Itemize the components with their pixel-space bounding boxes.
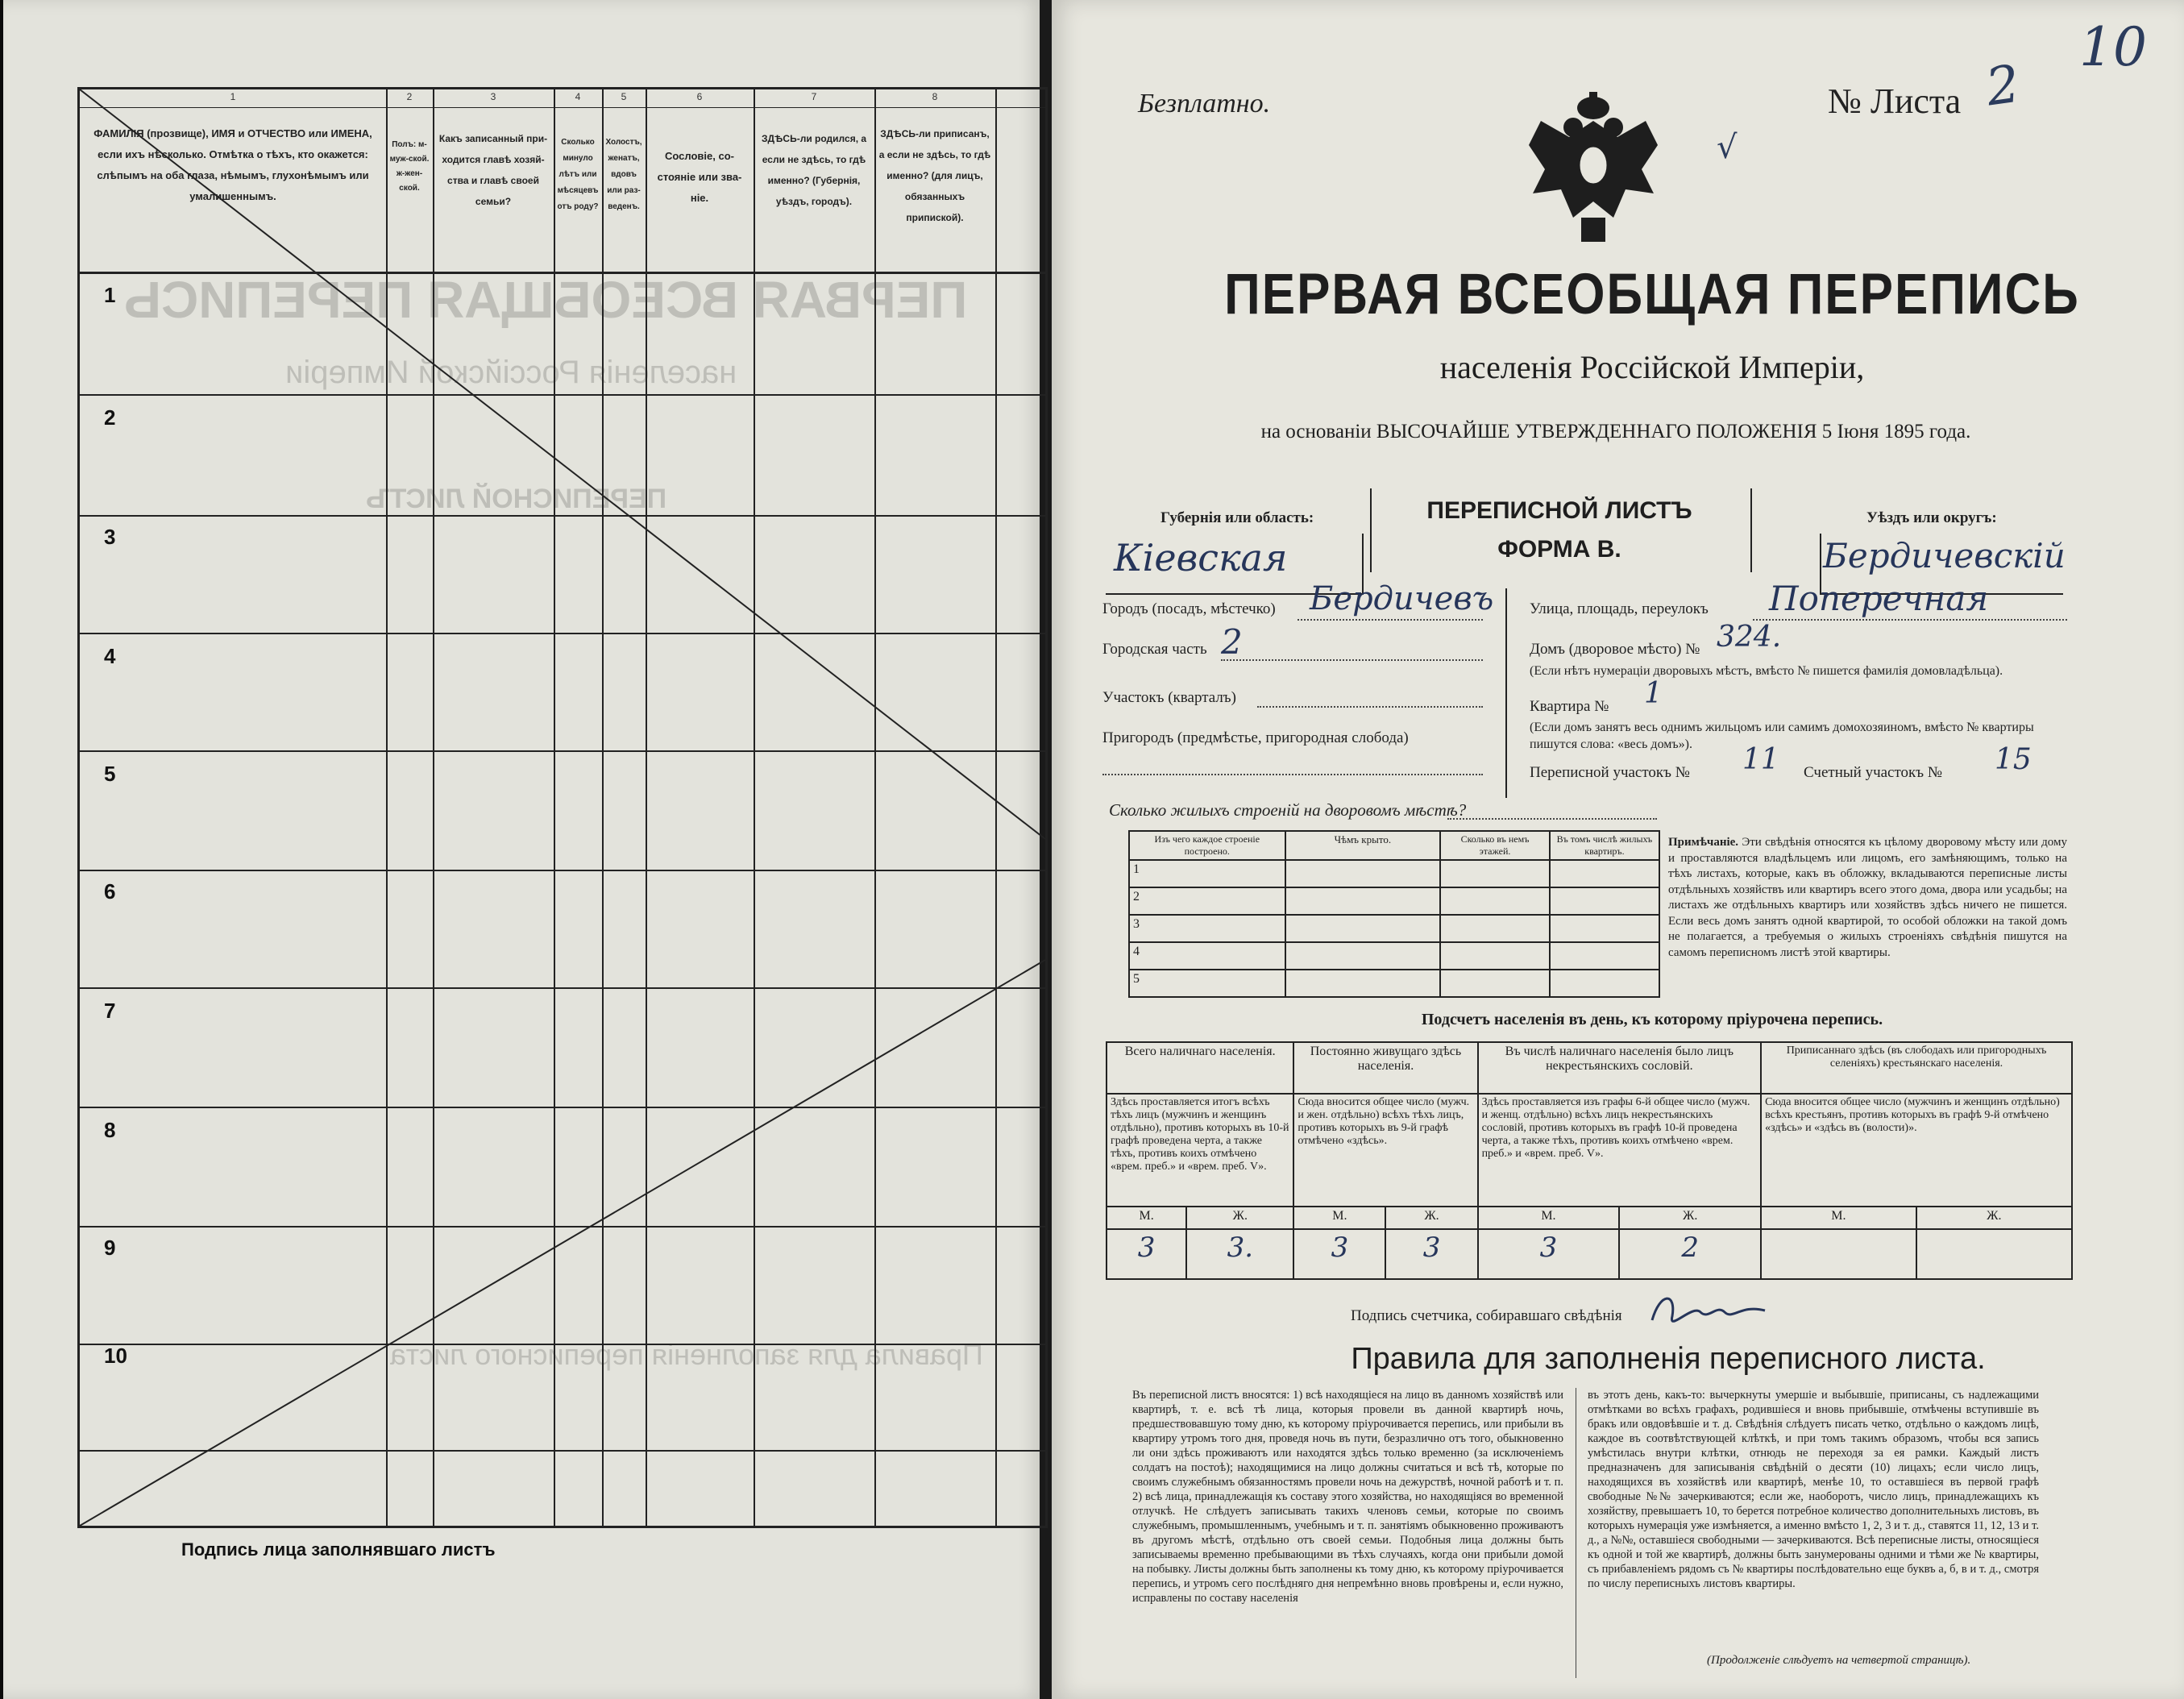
- count-area-value: 15: [1995, 743, 2032, 776]
- sex-label-m: М.: [1761, 1207, 1916, 1229]
- sex-label-m: М.: [1107, 1207, 1186, 1229]
- check-mark-icon: √: [1717, 129, 1738, 166]
- buildings-header-floors: Сколько въ немъ этажей.: [1440, 831, 1550, 860]
- rules-left-column: Въ переписной листъ вносятся: 1) всѣ находящіеся на лицо въ данномъ хозяйствѣ или квартирѣ, т. е. всѣ тѣ лица, которыя провели въ данной квартирѣ ночь, предшествовавшую тому дню, къ которому пріурочивается перепись, или прибыли въ квартиру утромъ того дня, проведя ночь въ пути, безразлично отъ того, обыкновенно ли они здѣсь проживаютъ или находятся здѣсь только временно (за исключеніемъ солдатъ на постоѣ); находящимися на лицо должны считаться и всѣ тѣ, которые по своимъ служебнымъ обязанностямъ провели ночь на дежурствѣ, ночной работѣ и т. п. 2) всѣ лица, принадлежащія къ составу этого хозяйства, но находящіяся во временной отлучкѣ. Не слѣдуетъ записывать такихъ членовъ семьи, которые по своимъ служебнымъ, промышленнымъ, учебнымъ и т. п. занятіямъ обыкновенно проживаютъ въ другомъ мѣстѣ, отдѣльно отъ своей семьи. Подобныя лица должны быть записываемы временно пребывающими въ тѣхъ случаяхъ, когда они прибыли домой на побывку. Листы должны быть заполнены къ тому дню, къ которому пріурочивается перепись, и утромъ сего послѣдняго дня непремѣнно вновь провѣрены и, если нужно, исправлены по составу населенія: [1132, 1389, 1563, 1605]
- count-note-nonpeasant: Здѣсь проставляется изъ графы 6-й общее число (мужч. и женщ. отдѣльно) всѣхъ лицъ некрестьянскихъ сословій, противъ которыхъ въ графѣ 10-й проведена черта, а также тѣхъ, противъ коихъ отмѣчено «врем. преб.» и «врем. преб. V».: [1478, 1094, 1762, 1207]
- buildings-header-roof: Чѣмъ крыто.: [1285, 831, 1441, 860]
- counter-signature-label: Подпись счетчика, собиравшаго свѣдѣнія: [1351, 1307, 1622, 1324]
- left-signature-label: Подпись лица заполнявшаго листъ: [181, 1539, 496, 1560]
- uchastok-label: Участокъ (кварталъ): [1102, 689, 1236, 706]
- count-total-male: 3: [1107, 1229, 1186, 1279]
- count-title: Подсчетъ населенія въ день, къ которому пріурочена перепись.: [1421, 1011, 1883, 1028]
- count-table: [1106, 1041, 2073, 1280]
- uezd-label: Уѣздъ или округъ:: [1866, 509, 1997, 526]
- table-cell: [1550, 887, 1659, 915]
- count-header-peasant: Приписаннаго здѣсь (въ слободахъ или пригородныхъ селеніяхъ) крестьянскаго населенія.: [1761, 1042, 2072, 1094]
- continued-note: (Продолженіе слѣдуетъ на четвертой страницѣ).: [1707, 1654, 1971, 1667]
- col-number-3: 3: [490, 91, 496, 102]
- show-through-form: ПЕРЕПИСНОЙ ЛИСТЪ: [366, 484, 667, 514]
- sex-label-f: Ж.: [1186, 1207, 1293, 1229]
- buildings-row-1: 1: [1129, 860, 1285, 887]
- buildings-header-apartments: Въ томъ числѣ жилыхъ квартиръ.: [1550, 831, 1659, 860]
- col-number-7: 7: [811, 91, 817, 102]
- sheet-number-value: 2: [1983, 54, 2024, 118]
- form-title: [1370, 492, 1749, 569]
- count-nonpeasant-female: 2: [1619, 1229, 1761, 1279]
- buildings-line: [1447, 818, 1657, 820]
- header-registered: ЗДѢСЬ-ли приписанъ, а если не здѣсь, то гдѣ именно? (для лицъ, обязанныхъ припиской).: [878, 128, 991, 223]
- buildings-row-4: 4: [1129, 942, 1285, 970]
- col-number-1: 1: [230, 91, 236, 102]
- address-divider: [1505, 588, 1507, 798]
- guberniya-value: Кіевская: [1114, 536, 1288, 579]
- form-title-line-1: ПЕРЕПИСНОЙ ЛИСТЪ: [1426, 497, 1692, 524]
- col-number-5: 5: [621, 91, 627, 102]
- table-cell: [1440, 860, 1550, 887]
- header-marital: Холостъ, женатъ, вдовъ или раз-веденъ.: [605, 138, 642, 211]
- sheet-number-label: № Листа: [1828, 81, 1962, 121]
- street-line: [1753, 619, 2067, 621]
- basis-line: на основаніи ВЫСОЧАЙШЕ УТВЕРЖДЕННАГО ПОЛОЖЕНІЯ 5 Іюня 1895 года.: [1260, 421, 1971, 442]
- table-cell: [1440, 970, 1550, 997]
- table-cell: [1550, 915, 1659, 942]
- city-part-line: [1221, 659, 1483, 661]
- row-number-7: 7: [104, 999, 116, 1023]
- sex-label-m: М.: [1293, 1207, 1385, 1229]
- table-cell: [1440, 942, 1550, 970]
- imperial-eagle-icon: [1525, 89, 1662, 250]
- header-estate: Сословіе, со-стояніе или зва-ніе.: [657, 150, 742, 204]
- table-cell: [1285, 970, 1441, 997]
- count-note-total: Здѣсь проставляется итогъ всѣхъ тѣхъ лицъ (мужчинъ и женщинъ отдѣльно), противъ которыхъ въ 10-й графѣ проведена черта, а также тѣхъ, противъ коихъ отмѣчено «врем. преб.» и «врем. преб. V».: [1107, 1094, 1293, 1207]
- page-title: ПЕРВАЯ ВСЕОБЩАЯ ПЕРЕПИСЬ: [1224, 262, 2080, 327]
- show-through-title: ПЕРВАЯ ВСЕОБЩАЯ ПЕРЕПИСЬ: [124, 271, 968, 329]
- uezd-value: Бердичевскій: [1823, 536, 2066, 575]
- buildings-table: [1128, 830, 1660, 998]
- col-number-8: 8: [932, 91, 938, 102]
- house-note: (Если нѣтъ нумераціи дворовыхъ мѣстъ, вмѣсто № пишется фамилія домовладѣльца).: [1530, 664, 2003, 678]
- row-number-3: 3: [104, 525, 116, 549]
- row-number-1: 1: [104, 283, 116, 307]
- rules-right-column: въ этотъ день, какъ-то: вычеркнуты умершіе и выбывшіе, приписаны, съ надлежащими отмѣтками во всѣхъ графахъ, родившіеся и вновь прибывшіе, отмѣчены вступившіе въ бракъ или овдовѣвшіе и т. д. Свѣдѣнія слѣдуетъ писать четко, отдѣльно о каждомъ лицѣ, каждое въ соотвѣтствующей клѣткѣ, и при томъ такимъ образомъ, чтобы вся запись умѣстилась внутри клѣтки, отнюдь не переходя за ея рамки. Каждый листъ предназначенъ для записыванія свѣдѣній о десяти (10) лицахъ; если число лицъ, находящихся въ хозяйствѣ или квартирѣ, менѣе 10, то оставшіеся въ первой графѣ свободные №№ зачеркиваются; если же, наоборотъ, число лицъ, принадлежащихъ къ хозяйству, превышаетъ 10, то берется потребное количество дополнительныхъ листовъ, въ которыхъ нумерація уже измѣняется, а именно вмѣсто 1, 2, 3 и т. д., ставятся 11, 12, 13 и т. д., а №№, оставшіеся свободными — зачеркиваются. Всѣ переписные листы, относящіеся къ одной и той же квартирѣ, должны быть занумерованы одними и тѣми же № квартиры, съ прибавленіемъ рядомъ съ № квартиры послѣдовательно еще буквъ а, б, в и т. д., смотря по числу переписныхъ листовъ квартиры.: [1588, 1389, 2039, 1590]
- count-permanent-female: 3: [1385, 1229, 1477, 1279]
- header-relation: Какъ записанный при-ходится главѣ хозяй-ства и главѣ своей семьи?: [438, 133, 548, 207]
- count-note-peasant: Сюда вносится общее число (мужчинъ и женщинъ отдѣльно) всѣхъ крестьянъ, противъ которыхъ въ графѣ 9-й отмѣчено «здѣсь» и «здѣсь въ (волости)».: [1761, 1094, 2072, 1207]
- count-header-nonpeasant: Въ числѣ наличнаго населенія было лицъ некрестьянскихъ сословій.: [1478, 1042, 1762, 1094]
- prigorod-label: Пригородъ (предмѣстье, пригородная слобода): [1102, 729, 1409, 746]
- count-header-total: Всего наличнаго населенія.: [1107, 1042, 1293, 1094]
- city-part-value: 2: [1221, 622, 1243, 662]
- col-number-2: 2: [406, 91, 413, 102]
- sex-label-f: Ж.: [1619, 1207, 1761, 1229]
- table-cell: [1550, 942, 1659, 970]
- counter-signature: [1644, 1288, 1773, 1336]
- note-text: Эти свѣдѣнія относятся къ цѣлому дворовому мѣсту или дому и проставляются владѣльцемъ или лицомъ, его замѣняющимъ, только на тѣхъ листахъ, которые, какъ въ обложку, вкладываются переписные листы отдѣльныхъ хозяйствъ или квартиръ всего этого дома, двора или усадьбы; на листахъ же отдѣльныхъ квартиръ или хозяйствъ здѣсь ничего не пишется. Если весь домъ занятъ одной квартирой, то особой обложки на такой домъ не полагается, а требуемыя о жилыхъ строеніяхъ свѣдѣнія пишутся на самомъ переписномъ листѣ этой квартиры.: [1668, 836, 2067, 959]
- row-number-8: 8: [104, 1118, 116, 1142]
- buildings-question: Сколько жилыхъ строеній на дворовомъ мѣстѣ?: [1109, 800, 1467, 820]
- sex-label-f: Ж.: [1385, 1207, 1477, 1229]
- street-value: Поперечная: [1769, 579, 1989, 618]
- count-nonpeasant-male: 3: [1478, 1229, 1620, 1279]
- buildings-header-material: Изъ чего каждое строеніе построено.: [1129, 831, 1285, 860]
- table-cell: [1285, 860, 1441, 887]
- count-total-female: 3.: [1186, 1229, 1293, 1279]
- header-birthplace: ЗДѢСЬ-ли родился, а если не здѣсь, то гдѣ именно? (Губернія, уѣздъ, городъ).: [761, 133, 867, 207]
- guberniya-label: Губернія или область:: [1161, 509, 1314, 526]
- page-subtitle: населенія Россійской Имперіи,: [1439, 349, 1865, 385]
- form-title-line-2: ФОРМА В.: [1497, 536, 1621, 563]
- table-cell: [1440, 887, 1550, 915]
- row-number-10: 10: [104, 1344, 127, 1368]
- col-number-4: 4: [575, 91, 581, 102]
- free-label: Безплатно.: [1138, 89, 1271, 118]
- house-label: Домъ (дворовое мѣсто) №: [1530, 641, 1700, 658]
- city-part-label: Городская часть: [1102, 641, 1207, 658]
- row-number-6: 6: [104, 879, 116, 904]
- city-line: [1298, 619, 1483, 621]
- row-number-5: 5: [104, 762, 116, 786]
- city-label: Городъ (посадъ, мѣстечко): [1102, 600, 1276, 617]
- table-cell: [1285, 915, 1441, 942]
- row-number-9: 9: [104, 1236, 116, 1260]
- table-cell: [1285, 887, 1441, 915]
- census-grid: [77, 87, 1048, 1528]
- apt-label: Квартира №: [1530, 698, 1609, 715]
- row-number-4: 4: [104, 644, 116, 668]
- rules-title: Правила для заполненія переписного листа.: [1351, 1342, 1986, 1376]
- count-header-permanent: Постоянно живущаго здѣсь населенія.: [1293, 1042, 1477, 1094]
- house-value: 324.: [1717, 621, 1782, 654]
- count-note-permanent: Сюда вносится общее число (мужч. и жен. отдѣльно) всѣхъ тѣхъ лицъ, противъ которыхъ въ 9-й графѣ отмѣчено «здѣсь».: [1293, 1094, 1477, 1207]
- header-age: Сколько минуло лѣтъ или мѣсяцевъ отъ роду?: [557, 138, 599, 211]
- count-area-label: Счетный участокъ №: [1804, 764, 1942, 781]
- uchastok-line: [1257, 706, 1483, 708]
- count-peasant-female: [1916, 1229, 2072, 1279]
- note-block: [1668, 835, 2067, 961]
- row-number-2: 2: [104, 405, 116, 430]
- city-value: Бердичевъ: [1310, 580, 1494, 617]
- prigorod-line: [1102, 774, 1483, 775]
- count-peasant-male: [1761, 1229, 1916, 1279]
- buildings-row-3: 3: [1129, 915, 1285, 942]
- note-title: Примѣчаніе.: [1668, 836, 1739, 849]
- sex-label-m: М.: [1478, 1207, 1620, 1229]
- table-cell: [1550, 860, 1659, 887]
- table-cell: [1440, 915, 1550, 942]
- buildings-row-2: 2: [1129, 887, 1285, 915]
- table-cell: [1550, 970, 1659, 997]
- apt-value: 1: [1644, 677, 1663, 710]
- cancel-strokes: [80, 89, 1045, 1526]
- show-through-rules: Правила для заполненія переписного листа: [390, 1338, 983, 1371]
- header-name: ФАМИЛІЯ (прозвище), ИМЯ и ОТЧЕСТВО или ИМЕНА, если ихъ нѣсколько. Отмѣтка о тѣхъ, кто окажется: слѣпымъ на оба глаза, нѣмымъ, глухонѣмымъ или умалишеннымъ.: [93, 127, 372, 202]
- street-label: Улица, площадь, переулокъ: [1530, 600, 1709, 617]
- census-area-label: Переписной участокъ №: [1530, 764, 1690, 781]
- table-cell: [1285, 942, 1441, 970]
- corner-number: 10: [2079, 16, 2147, 78]
- sex-label-f: Ж.: [1916, 1207, 2072, 1229]
- apt-note: (Если домъ занятъ весь однимъ жильцомъ или самимъ домохозяиномъ, вмѣсто № квартиры пишутся слова: «весь домъ»).: [1530, 721, 2034, 751]
- show-through-subtitle: населенія Россійской Имперіи: [285, 355, 737, 390]
- count-permanent-male: 3: [1293, 1229, 1385, 1279]
- header-sex: Полъ: м-муж-ской. ж-жен-ской.: [389, 140, 430, 193]
- census-area-value: 11: [1742, 743, 1779, 776]
- col-number-6: 6: [696, 91, 703, 102]
- buildings-row-5: 5: [1129, 970, 1285, 997]
